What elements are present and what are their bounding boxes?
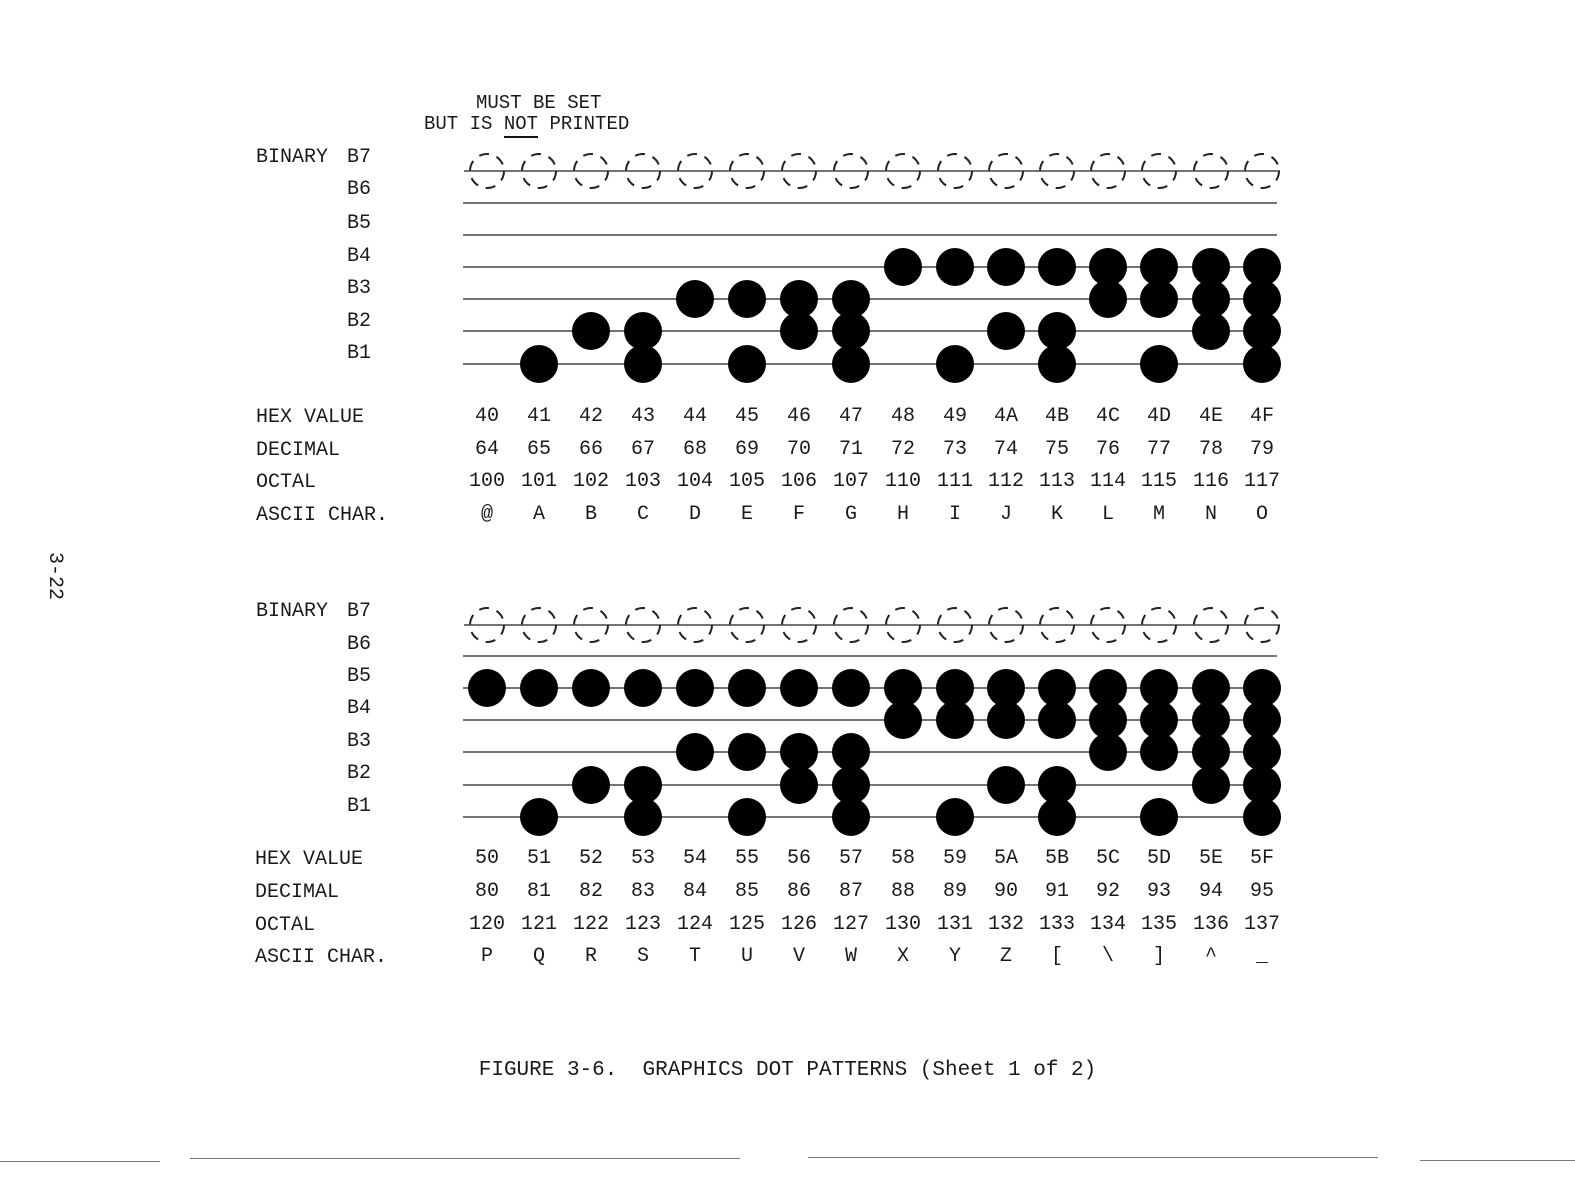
dot-b2 xyxy=(624,312,662,350)
dot-b5 xyxy=(572,669,610,707)
dot-b1 xyxy=(1038,345,1076,383)
decimal-cell: 86 xyxy=(786,880,811,903)
octal-cell: 130 xyxy=(884,913,921,936)
dot-b2 xyxy=(832,312,870,350)
hex-cell: 45 xyxy=(734,405,759,428)
octal-cell: 110 xyxy=(884,470,921,493)
decimal-cell: 92 xyxy=(1095,880,1120,903)
octal-cell: 124 xyxy=(676,913,713,936)
bit-label-b4: B4 xyxy=(347,245,372,268)
decimal-cell: 83 xyxy=(630,880,655,903)
octal-cell: 113 xyxy=(1038,470,1075,493)
ascii-cell: G xyxy=(844,503,857,526)
dot-b3 xyxy=(1140,733,1178,771)
ascii-cell: F xyxy=(792,503,805,526)
hex-cell: 4C xyxy=(1095,405,1120,428)
octal-cell: 101 xyxy=(520,470,557,493)
decimal-cell: 72 xyxy=(890,438,915,461)
dot-b3 xyxy=(832,733,870,771)
ascii-cell: V xyxy=(792,945,805,968)
decimal-cell: 89 xyxy=(942,880,967,903)
octal-cell: 137 xyxy=(1243,913,1280,936)
dot-b4 xyxy=(1038,248,1076,286)
ascii-char-label: ASCII CHAR. xyxy=(255,946,388,969)
dot-b4 xyxy=(884,701,922,739)
hex-cell: 4D xyxy=(1146,405,1171,428)
octal-cell: 103 xyxy=(624,470,661,493)
octal-cell: 105 xyxy=(728,470,765,493)
decimal-cell: 93 xyxy=(1146,880,1171,903)
octal-cell: 104 xyxy=(676,470,713,493)
dot-b1 xyxy=(624,798,662,836)
hex-value-label: HEX VALUE xyxy=(255,848,364,871)
hex-cell: 46 xyxy=(786,405,811,428)
ascii-cell: N xyxy=(1204,503,1217,526)
dot-b2 xyxy=(1038,312,1076,350)
octal-cell: 120 xyxy=(468,913,505,936)
note-line-2: BUT IS NOT PRINTED xyxy=(424,113,629,135)
bit-label-b6: B6 xyxy=(347,633,372,656)
octal-cell: 134 xyxy=(1089,913,1126,936)
decimal-cell: 64 xyxy=(474,438,499,461)
octal-cell: 116 xyxy=(1192,470,1229,493)
dot-b2 xyxy=(780,312,818,350)
decimal-cell: 74 xyxy=(993,438,1018,461)
dot-b2 xyxy=(572,312,610,350)
bit-label-b7: B7 xyxy=(347,146,372,169)
dot-b4 xyxy=(987,701,1025,739)
decimal-cell: 65 xyxy=(526,438,551,461)
edge-line xyxy=(0,1161,160,1162)
ascii-cell: T xyxy=(688,945,701,968)
bit-label-b5: B5 xyxy=(347,665,372,688)
decimal-cell: 79 xyxy=(1249,438,1274,461)
hex-cell: 5B xyxy=(1044,847,1069,870)
bit-label-b7: B7 xyxy=(347,600,372,623)
ascii-cell: P xyxy=(480,945,493,968)
decimal-cell: 90 xyxy=(993,880,1018,903)
decimal-cell: 95 xyxy=(1249,880,1274,903)
hex-cell: 4B xyxy=(1044,405,1069,428)
dot-b5 xyxy=(728,669,766,707)
octal-cell: 123 xyxy=(624,913,661,936)
bit-label-b2: B2 xyxy=(347,762,372,785)
ascii-cell: D xyxy=(688,503,701,526)
bit-label-b5: B5 xyxy=(347,212,372,235)
figure-caption: FIGURE 3-6. GRAPHICS DOT PATTERNS (Sheet 1 of 2) xyxy=(478,1059,1097,1082)
dot-b2 xyxy=(1192,312,1230,350)
hex-cell: 5E xyxy=(1198,847,1223,870)
dot-b1 xyxy=(1140,345,1178,383)
page-number: 3-22 xyxy=(43,552,66,601)
dot-b4 xyxy=(1038,701,1076,739)
hex-cell: 5D xyxy=(1146,847,1171,870)
hex-cell: 48 xyxy=(890,405,915,428)
dot-b5 xyxy=(832,669,870,707)
hex-cell: 59 xyxy=(942,847,967,870)
hex-cell: 5C xyxy=(1095,847,1120,870)
ascii-cell: S xyxy=(636,945,649,968)
hex-cell: 49 xyxy=(942,405,967,428)
decimal-cell: 91 xyxy=(1044,880,1069,903)
hex-cell: 44 xyxy=(682,405,707,428)
hex-cell: 5F xyxy=(1249,847,1274,870)
octal-cell: 112 xyxy=(987,470,1024,493)
octal-cell: 133 xyxy=(1038,913,1075,936)
dot-b1 xyxy=(1243,345,1281,383)
ascii-cell: [ xyxy=(1050,945,1063,968)
decimal-cell: 71 xyxy=(838,438,863,461)
hex-cell: 4A xyxy=(993,405,1018,428)
dot-b1 xyxy=(728,798,766,836)
octal-cell: 117 xyxy=(1243,470,1280,493)
hex-cell: 56 xyxy=(786,847,811,870)
bit-label-b1: B1 xyxy=(347,795,372,818)
bit-label-b1: B1 xyxy=(347,342,372,365)
ascii-char-label: ASCII CHAR. xyxy=(256,504,389,527)
decimal-cell: 66 xyxy=(578,438,603,461)
ascii-cell: C xyxy=(636,503,649,526)
hex-cell: 5A xyxy=(993,847,1018,870)
dot-b2 xyxy=(987,312,1025,350)
ascii-cell: W xyxy=(844,945,857,968)
octal-label: OCTAL xyxy=(256,471,317,494)
decimal-cell: 68 xyxy=(682,438,707,461)
ascii-cell: U xyxy=(740,945,753,968)
ascii-cell: ] xyxy=(1152,945,1165,968)
dot-b2 xyxy=(780,766,818,804)
dot-b3 xyxy=(676,733,714,771)
dot-b2 xyxy=(987,766,1025,804)
octal-cell: 132 xyxy=(987,913,1024,936)
dot-b3 xyxy=(1089,733,1127,771)
octal-cell: 131 xyxy=(936,913,973,936)
dot-b2 xyxy=(1192,766,1230,804)
ascii-cell: ^ xyxy=(1204,945,1217,968)
dot-b1 xyxy=(1243,798,1281,836)
decimal-cell: 84 xyxy=(682,880,707,903)
dot-b1 xyxy=(832,798,870,836)
binary-label: BINARY xyxy=(256,146,329,169)
note-line-1: MUST BE SET xyxy=(476,92,602,114)
dot-b4 xyxy=(884,248,922,286)
dot-b2 xyxy=(1243,312,1281,350)
hex-cell: 4F xyxy=(1249,405,1274,428)
decimal-cell: 87 xyxy=(838,880,863,903)
decimal-cell: 88 xyxy=(890,880,915,903)
octal-cell: 106 xyxy=(780,470,817,493)
decimal-cell: 82 xyxy=(578,880,603,903)
octal-cell: 125 xyxy=(728,913,765,936)
octal-cell: 111 xyxy=(936,470,973,493)
hex-cell: 57 xyxy=(838,847,863,870)
octal-cell: 107 xyxy=(832,470,869,493)
hex-cell: 40 xyxy=(474,405,499,428)
octal-cell: 126 xyxy=(780,913,817,936)
dot-b4 xyxy=(936,248,974,286)
dot-b1 xyxy=(728,345,766,383)
hex-cell: 47 xyxy=(838,405,863,428)
decimal-cell: 78 xyxy=(1198,438,1223,461)
dot-b5 xyxy=(780,669,818,707)
octal-cell: 102 xyxy=(572,470,609,493)
dot-b1 xyxy=(832,345,870,383)
dot-b1 xyxy=(520,798,558,836)
ascii-cell: Y xyxy=(948,945,961,968)
decimal-cell: 69 xyxy=(734,438,759,461)
decimal-cell: 85 xyxy=(734,880,759,903)
dot-b3 xyxy=(1192,733,1230,771)
hex-cell: 53 xyxy=(630,847,655,870)
dot-b1 xyxy=(1140,798,1178,836)
dot-b5 xyxy=(624,669,662,707)
dot-b3 xyxy=(676,280,714,318)
decimal-cell: 70 xyxy=(786,438,811,461)
ascii-cell: L xyxy=(1101,503,1114,526)
ascii-cell: K xyxy=(1050,503,1063,526)
octal-label: OCTAL xyxy=(255,914,316,937)
dot-b4 xyxy=(987,248,1025,286)
decimal-cell: 73 xyxy=(942,438,967,461)
ascii-cell: @ xyxy=(480,503,493,526)
dot-b1 xyxy=(624,345,662,383)
hex-cell: 52 xyxy=(578,847,603,870)
hex-cell: 43 xyxy=(630,405,655,428)
octal-cell: 100 xyxy=(468,470,505,493)
edge-line xyxy=(808,1157,1378,1158)
edge-line xyxy=(1420,1160,1575,1161)
dot-b3 xyxy=(728,280,766,318)
bit-label-b2: B2 xyxy=(347,310,372,333)
octal-cell: 114 xyxy=(1089,470,1126,493)
bit-label-b6: B6 xyxy=(347,178,372,201)
dot-b1 xyxy=(936,345,974,383)
decimal-cell: 77 xyxy=(1146,438,1171,461)
ascii-cell: Z xyxy=(999,945,1012,968)
ascii-cell: J xyxy=(999,503,1012,526)
octal-cell: 135 xyxy=(1140,913,1177,936)
hex-cell: 54 xyxy=(682,847,707,870)
decimal-cell: 94 xyxy=(1198,880,1223,903)
dot-b4 xyxy=(936,701,974,739)
dot-b5 xyxy=(676,669,714,707)
ascii-cell: O xyxy=(1255,503,1268,526)
hex-cell: 55 xyxy=(734,847,759,870)
bit-label-b4: B4 xyxy=(347,697,372,720)
ascii-cell: I xyxy=(948,503,961,526)
dot-b3 xyxy=(1089,280,1127,318)
dot-b3 xyxy=(1243,733,1281,771)
decimal-cell: 67 xyxy=(630,438,655,461)
octal-cell: 127 xyxy=(832,913,869,936)
hex-cell: 50 xyxy=(474,847,499,870)
dot-b3 xyxy=(780,733,818,771)
hex-cell: 4E xyxy=(1198,405,1223,428)
hex-cell: 51 xyxy=(526,847,551,870)
octal-cell: 122 xyxy=(572,913,609,936)
hex-cell: 42 xyxy=(578,405,603,428)
decimal-cell: 76 xyxy=(1095,438,1120,461)
hex-value-label: HEX VALUE xyxy=(256,406,365,429)
hex-cell: 41 xyxy=(526,405,551,428)
ascii-cell: R xyxy=(584,945,597,968)
dot-b1 xyxy=(520,345,558,383)
dot-b2 xyxy=(572,766,610,804)
binary-label: BINARY xyxy=(256,600,329,623)
octal-cell: 115 xyxy=(1140,470,1177,493)
dot-b5 xyxy=(468,669,506,707)
dot-b3 xyxy=(728,733,766,771)
hex-cell: 58 xyxy=(890,847,915,870)
ascii-cell: _ xyxy=(1255,945,1268,968)
decimal-label: DECIMAL xyxy=(255,881,340,904)
ascii-cell: \ xyxy=(1101,945,1114,968)
ascii-cell: B xyxy=(584,503,597,526)
dot-b1 xyxy=(1038,798,1076,836)
bit-label-b3: B3 xyxy=(347,730,372,753)
ascii-cell: A xyxy=(532,503,545,526)
decimal-cell: 75 xyxy=(1044,438,1069,461)
decimal-cell: 80 xyxy=(474,880,499,903)
decimal-label: DECIMAL xyxy=(256,439,341,462)
dot-b5 xyxy=(520,669,558,707)
bit-label-b3: B3 xyxy=(347,277,372,300)
ascii-cell: X xyxy=(896,945,909,968)
octal-cell: 121 xyxy=(520,913,557,936)
ascii-cell: H xyxy=(896,503,909,526)
edge-line xyxy=(190,1158,740,1159)
ascii-cell: E xyxy=(740,503,753,526)
dot-b1 xyxy=(936,798,974,836)
ascii-cell: M xyxy=(1152,503,1165,526)
dot-b3 xyxy=(1140,280,1178,318)
decimal-cell: 81 xyxy=(526,880,551,903)
ascii-cell: Q xyxy=(532,945,545,968)
octal-cell: 136 xyxy=(1192,913,1229,936)
